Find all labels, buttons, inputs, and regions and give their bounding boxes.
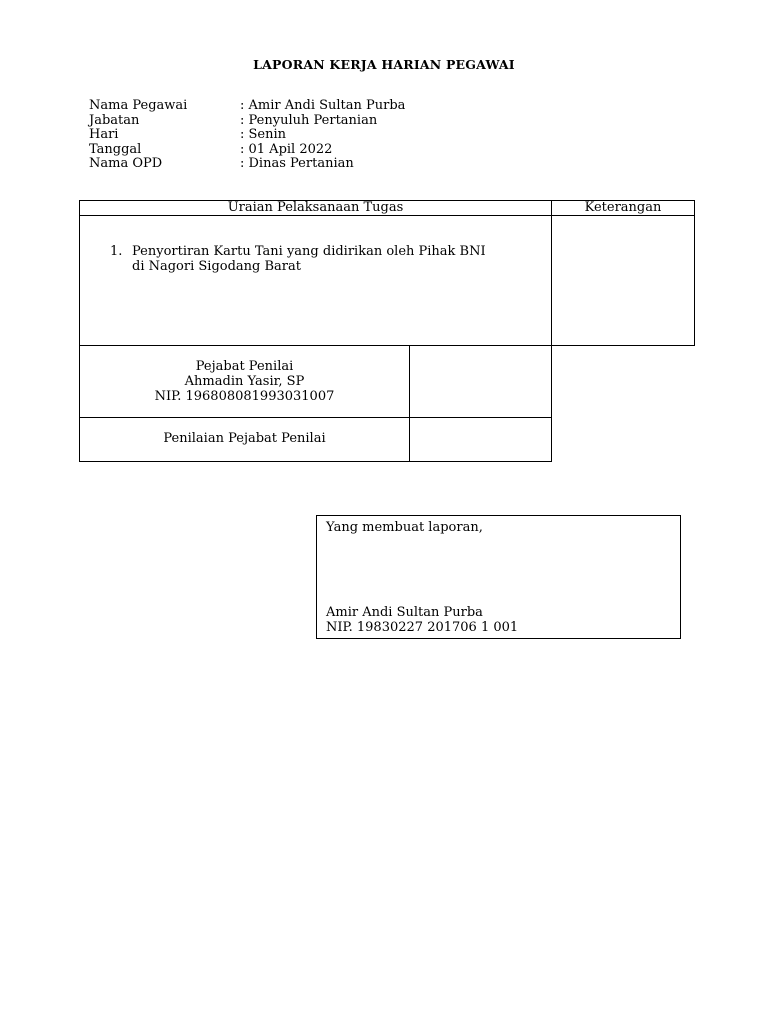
header-notes: Keterangan [584, 200, 662, 215]
task-text [132, 244, 532, 274]
task-line: di Nagori Sigodang Barat [132, 259, 301, 274]
task-item [110, 244, 532, 274]
info-label: Nama OPD [89, 156, 163, 171]
evaluator-row-divider [79, 417, 552, 418]
info-row-date [89, 143, 405, 158]
table-header-divider [79, 215, 695, 216]
info-value: : Penyuluh Pertanian [240, 112, 378, 128]
info-value: : Dinas Pertanian [240, 156, 354, 171]
info-value: : 01 Apil 2022 [240, 141, 333, 157]
table-column-divider [551, 200, 552, 346]
evaluator-name: Ahmadin Yasir, SP [184, 374, 305, 389]
info-row-position [89, 114, 405, 129]
signature-block [326, 605, 518, 635]
info-label: Jabatan [89, 112, 140, 128]
evaluator-column-divider [409, 345, 410, 462]
info-row-name [89, 99, 405, 114]
header-tasks: Uraian Pelaksanaan Tugas [227, 200, 404, 215]
info-label: Tanggal [89, 141, 142, 157]
report-title: LAPORAN KERJA HARIAN PEGAWAI [253, 57, 515, 72]
task-number: 1. [110, 244, 123, 259]
info-value: : Amir Andi Sultan Purba [240, 98, 406, 113]
info-row-opd [89, 157, 405, 172]
signature-nip: NIP. 19830227 201706 1 001 [326, 620, 519, 635]
info-label: Hari [89, 127, 119, 142]
assessment-label: Penilaian Pejabat Penilai [163, 431, 326, 446]
info-row-day [89, 128, 405, 143]
evaluator-block [80, 359, 409, 404]
evaluator-nip: NIP. 196808081993031007 [154, 389, 335, 404]
signature-intro: Yang membuat laporan, [326, 520, 483, 535]
signature-name: Amir Andi Sultan Purba [326, 605, 483, 620]
info-value: : Senin [240, 127, 287, 142]
info-label: Nama Pegawai [89, 98, 188, 113]
task-line: Penyortiran Kartu Tani yang didirikan oleh Pihak BNI [132, 244, 486, 259]
evaluator-role: Pejabat Penilai [195, 359, 294, 374]
employee-info [89, 99, 405, 172]
